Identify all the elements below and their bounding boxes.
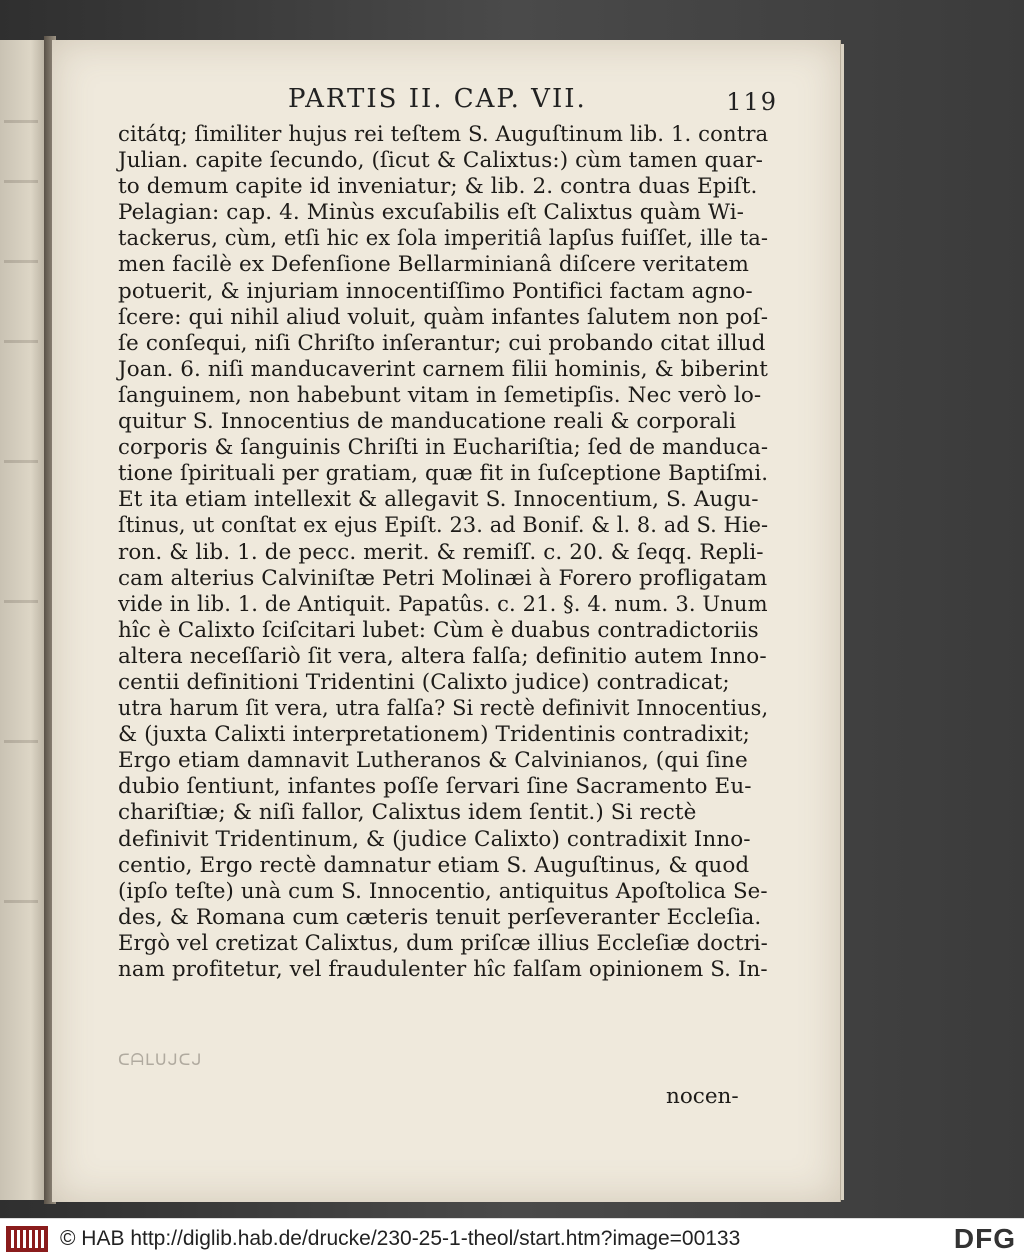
- text-line: ron. & lib. 1. de pecc. merit. & remiſſ. c. 20. & ſeqq. Repli-: [118, 539, 764, 565]
- text-line: citátq; ſimiliter hujus rei teſtem S. Auguſtinum lib. 1. contra: [118, 122, 769, 147]
- text-line: des, & Romana cum cæteris tenuit perſeveranter Eccleſia.: [118, 904, 762, 930]
- text-line: Et ita etiam intellexit & allegavit S. Innocentium, S. Augu-: [118, 487, 759, 513]
- hab-logo-icon: [6, 1226, 48, 1252]
- text-line: Ergo etiam damnavit Lutheranos & Calvinianos, (qui ſine: [118, 748, 748, 774]
- text-line: potuerit, & injuriam innocentiſſimo Pontifici factam agno-: [118, 278, 753, 304]
- text-line: corporis & ſanguinis Chriſti in Euchariſtia; ſed de manduca-: [118, 435, 769, 461]
- catchword: nocen-: [666, 1084, 739, 1109]
- text-line: cam alterius Calviniſtæ Petri Molinæi à Forero profligatam: [118, 565, 768, 591]
- text-line: ſe conſequi, niſi Chriſto inſerantur; cui probando citat illud: [118, 330, 766, 356]
- previous-page-edge: [0, 40, 46, 1200]
- text-line: tione ſpirituali per gratiam, quæ fit in ſuſceptione Baptiſmi.: [118, 461, 769, 487]
- text-line: Pelagian: cap. 4. Minùs excuſabilis eſt Calixtus quàm Wi-: [118, 200, 745, 226]
- text-line: quitur S. Innocentius de manducatione reali & corporali: [118, 409, 737, 435]
- text-line: to demum capite id inveniatur; & lib. 2. contra duas Epiſt.: [118, 174, 758, 200]
- text-line: ſtinus, ut conſtat ex ejus Epiſt. 23. ad Bonif. & l. 8. ad S. Hie-: [118, 513, 769, 539]
- source-credit-link[interactable]: © HAB http://diglib.hab.de/drucke/230-25-1-theol/start.htm?image=00133: [60, 1227, 741, 1250]
- text-line: Julian. capite ſecundo, (ſicut & Calixtus:) cùm tamen quar-: [118, 148, 763, 174]
- text-line: definivit Tridentinum, & (judice Calixto) contradixit Inno-: [118, 826, 751, 852]
- text-line: centii definitioni Tridentini (Calixto judice) contradicat;: [118, 669, 730, 695]
- text-line: men facilè ex Defenſione Bellarminianâ diſcere veritatem: [118, 252, 749, 278]
- text-line: hîc è Calixto ſciſcitari lubet: Cùm è duabus contradictoriis: [118, 617, 759, 643]
- show-through-marks: ᑕᗩᒪᑌᒍᑕᒍ: [118, 1050, 203, 1069]
- body-text: [118, 122, 768, 983]
- text-line: tackerus, cùm, etſi hic ex ſola imperitiâ lapſus fuiſſet, ille ta-: [118, 226, 769, 252]
- text-line: (ipſo teſte) unà cum S. Innocentio, antiquitus Apoſtolica Se-: [118, 878, 768, 904]
- text-line: ſanguinem, non habebunt vitam in ſemetipſis. Nec verò lo-: [118, 382, 762, 408]
- text-line: altera neceſſariò ſit vera, altera falſa; definitio autem Inno-: [118, 643, 767, 669]
- text-line: centio, Ergo rectè damnatur etiam S. Auguſtinus, & quod: [118, 852, 750, 878]
- text-line: chariſtiæ; & niſi fallor, Calixtus idem ſentit.) Si rectè: [118, 800, 697, 826]
- text-line: nam profitetur, vel fraudulenter hîc falſam opinionem S. In-: [118, 957, 768, 982]
- text-line: Ergò vel cretizat Calixtus, dum priſcæ illius Eccleſiæ doctri-: [118, 930, 768, 956]
- viewer-footer: [0, 1218, 1024, 1259]
- text-line: ſcere: qui nihil aliud voluit, quàm infantes ſalutem non poſ-: [118, 304, 769, 330]
- dfg-logo: DFG: [953, 1223, 1016, 1254]
- text-line: & (juxta Calixti interpretationem) Tridentinis contradixit;: [118, 722, 750, 748]
- page-number: 119: [726, 88, 778, 116]
- text-line: vide in lib. 1. de Antiquit. Papatûs. c. 21. §. 4. num. 3. Unum: [118, 591, 768, 617]
- text-line: dubio ſentiunt, infantes poſſe ſervari ſine Sacramento Eu-: [118, 774, 752, 800]
- text-line: Joan. 6. niſi manducaverint carnem filii hominis, & biberint: [118, 356, 768, 382]
- running-header: [288, 84, 778, 120]
- text-line: utra harum ſit vera, utra falſa? Si rectè definivit Innocentius,: [118, 696, 769, 722]
- running-title: PARTIS II. CAP. VII.: [288, 84, 587, 114]
